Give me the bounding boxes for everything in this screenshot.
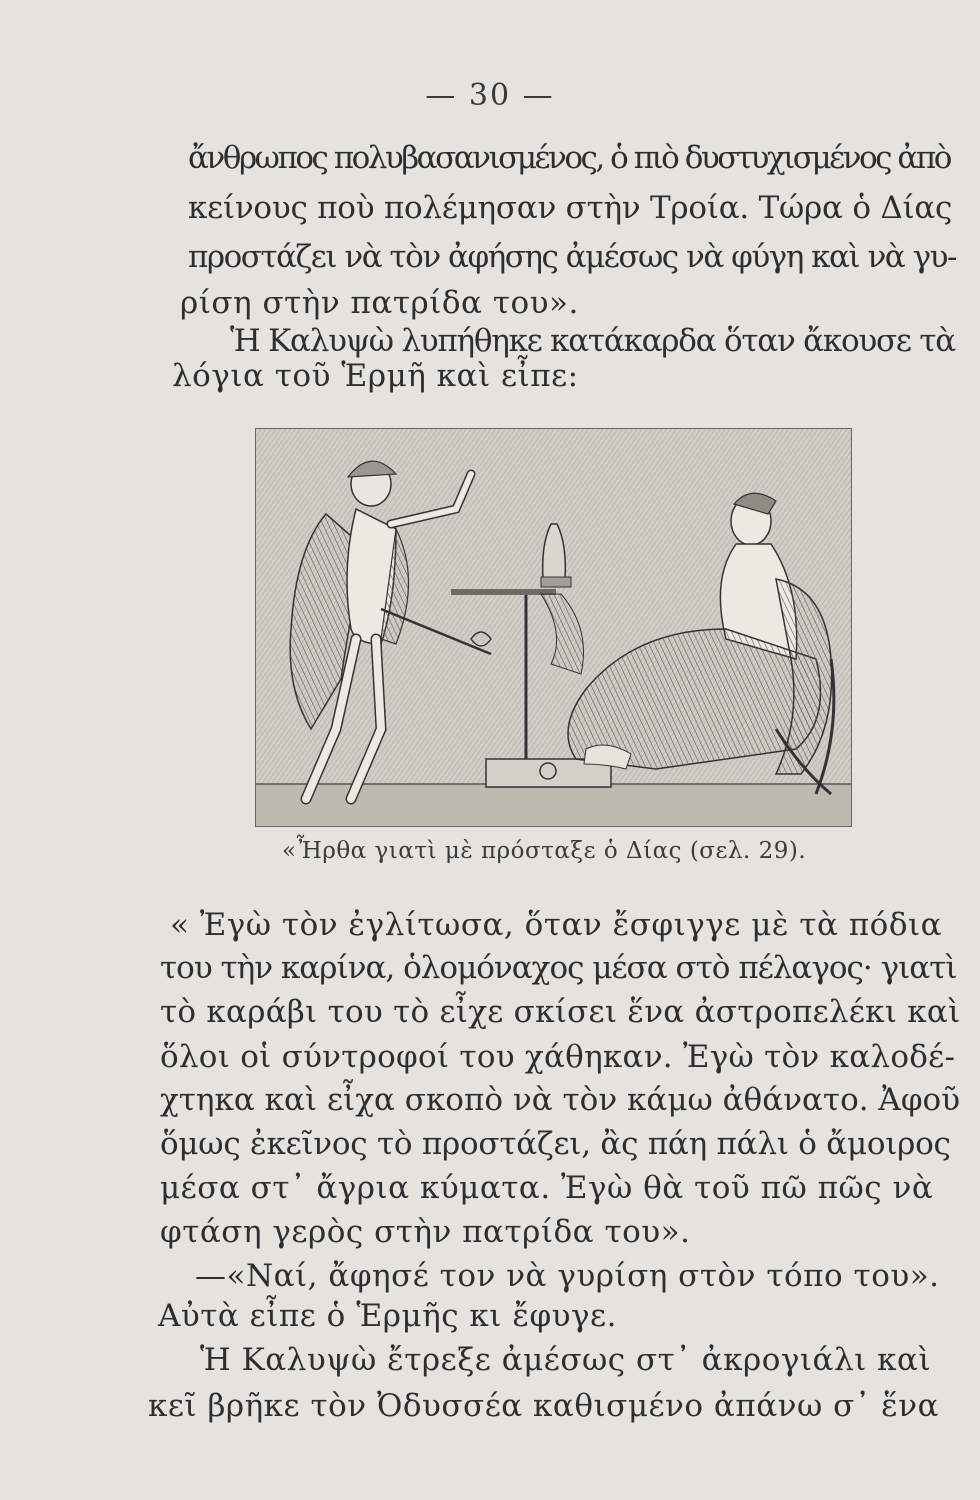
text-line: « Ἐγὼ τὸν ἐγλίτωσα, ὅταν ἔσφιγγε μὲ τὰ πόδια bbox=[170, 907, 943, 943]
text-line: ἄνθρωπος πολυβασανισμένος, ὁ πιὸ δυστυχισμένος ἀπὸ bbox=[188, 140, 950, 176]
text-line: του τὴν καρίνα, ὁλομόναχος μέσα στὸ πέλαγος· γιατὶ bbox=[160, 950, 957, 986]
text-line: κεῖ βρῆκε τὸν Ὀδυσσέα καθισμένο ἀπάνω σ᾽ ἕνα bbox=[148, 1388, 940, 1424]
text-line: —«Ναί, ἄφησέ τον νὰ γυρίση στὸν τόπο του». bbox=[195, 1258, 940, 1294]
text-line: προστάζει νὰ τὸν ἀφήσης ἀμέσως νὰ φύγη καὶ νὰ γυ- bbox=[188, 239, 956, 275]
illustration-hermes-calypso bbox=[255, 428, 852, 827]
text-line: κείνους ποὺ πολέμησαν στὴν Τροία. Τώρα ὁ Δίας bbox=[188, 190, 953, 226]
figure-caption: «Ἦρθα γιατὶ μὲ πρόσταξε ὁ Δίας (σελ. 29). bbox=[282, 838, 807, 864]
text-line: ὅλοι οἱ σύντροφοί του χάθηκαν. Ἐγὼ τὸν καλοδέ- bbox=[160, 1039, 956, 1075]
text-line: ὅμως ἐκεῖνος τὸ προστάζει, ἂς πάη πάλι ὁ ἄμοιρος bbox=[160, 1126, 951, 1162]
text-line: Ἡ Καλυψὼ λυπήθηκε κατάκαρδα ὅταν ἄκουσε τὰ bbox=[230, 323, 955, 359]
text-line: ρίση στὴν πατρίδα του». bbox=[180, 285, 579, 321]
text-line: χτηκα καὶ εἶχα σκοπὸ νὰ τὸν κάμω ἀθάνατο. Ἀφοῦ bbox=[160, 1082, 961, 1118]
text-line: Ἡ Καλυψὼ ἔτρεξε ἀμέσως στ᾽ ἀκρογιάλι καὶ bbox=[200, 1342, 932, 1378]
text-line: τὸ καράβι του τὸ εἶχε σκίσει ἕνα ἀστροπελέκι καὶ bbox=[160, 994, 961, 1030]
text-line: φτάση γερὸς στὴν πατρίδα του». bbox=[160, 1214, 691, 1250]
text-line: μέσα στ᾽ ἄγρια κύματα. Ἐγὼ θὰ τοῦ πῶ πῶς νὰ bbox=[160, 1170, 934, 1206]
text-line: Αὐτὰ εἶπε ὁ Ἑρμῆς κι ἔφυγε. bbox=[158, 1298, 617, 1334]
text-line: λόγια τοῦ Ἑρμῆ καὶ εἶπε: bbox=[172, 358, 579, 394]
page-number: — 30 — bbox=[425, 78, 555, 113]
